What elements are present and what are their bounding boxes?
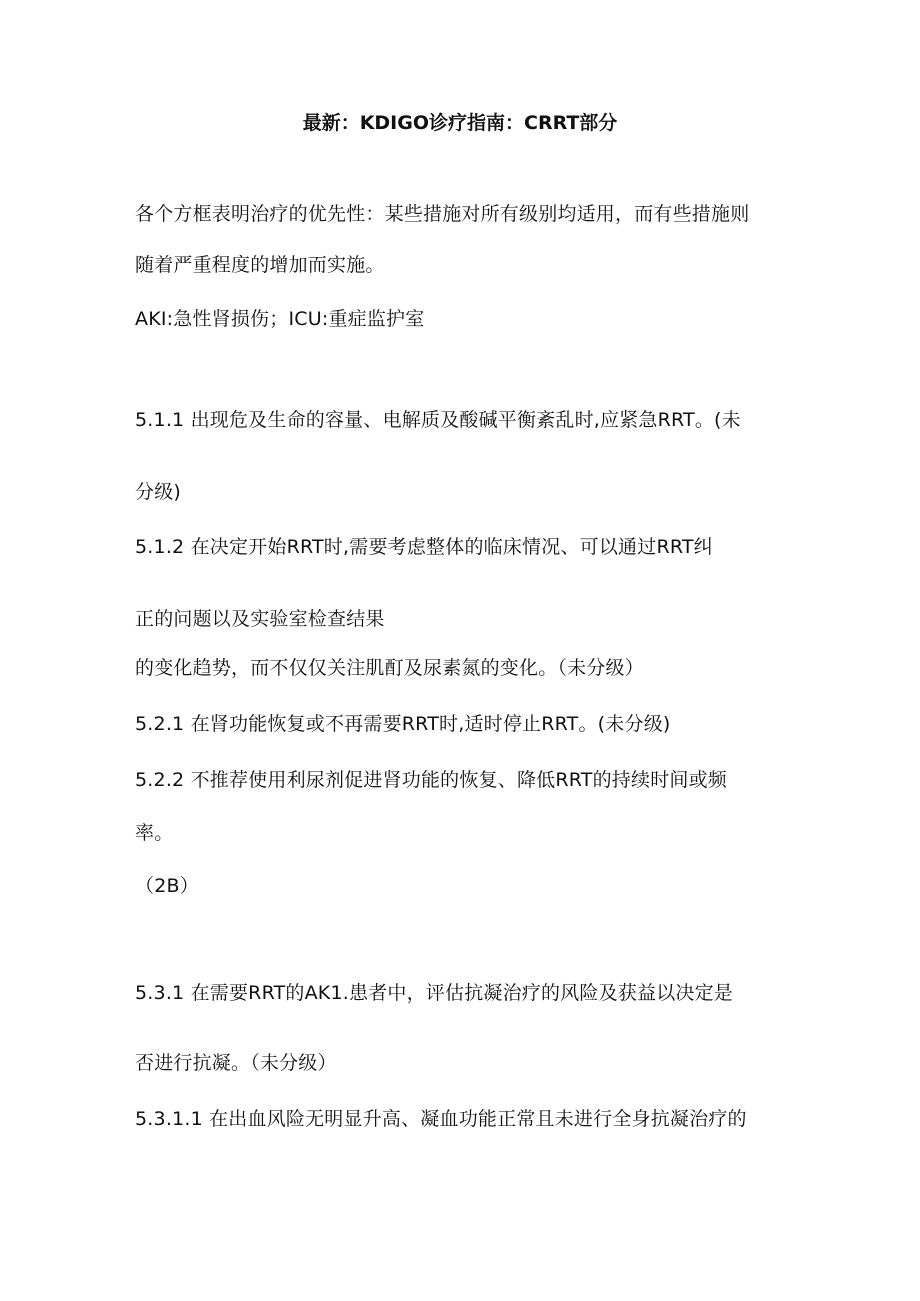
guideline-5-1-1-line-2: 分级) [135, 481, 182, 503]
guideline-5-3-1-line-2: 否进行抗凝。（未分级） [135, 1052, 337, 1074]
guideline-5-2-1-line: 5.2.1 在肾功能恢复或不再需要RRT时,适时停止RRT。(未分级) [135, 713, 671, 735]
guideline-5-3-1-line-1: 5.3.1 在需要RRT的AK1.患者中，评估抗凝治疗的风险及获益以决定是 [135, 982, 733, 1004]
guideline-5-3-1-1-line-1: 5.3.1.1 在出血风险无明显升高、凝血功能正常且未进行全身抗凝治疗的 [135, 1108, 747, 1130]
paragraph-line-intro-2: 随着严重程度的增加而实施。 [135, 254, 385, 276]
paragraph-line-intro-1: 各个方框表明治疗的优先性：某些措施对所有级别均适用，而有些措施则 [135, 203, 750, 225]
grade-2b-line: （2B） [135, 875, 199, 897]
guideline-5-1-2-line-1: 5.1.2 在决定开始RRT时,需要考虑整体的临床情况、可以通过RRT纠 [135, 536, 713, 558]
guideline-5-2-2-line-2: 率。 [135, 822, 174, 844]
abbreviation-line: AKI:急性肾损伤；ICU:重症监护室 [135, 308, 425, 330]
guideline-5-2-2-line-1: 5.2.2 不推荐使用利尿剂促进肾功能的恢复、降低RRT的持续时间或频 [135, 769, 728, 791]
guideline-5-1-2-line-2: 正的问题以及实验室检查结果 [135, 608, 385, 630]
guideline-5-1-1-line-1: 5.1.1 出现危及生命的容量、电解质及酸碱平衡紊乱时,应紧急RRT。(未 [135, 409, 741, 431]
guideline-5-1-2-line-3: 的变化趋势，而不仅仅关注肌酊及尿素氮的变化。（未分级） [135, 657, 644, 679]
document-title: 最新：KDIGO诊疗指南：CRRT部分 [302, 112, 618, 134]
